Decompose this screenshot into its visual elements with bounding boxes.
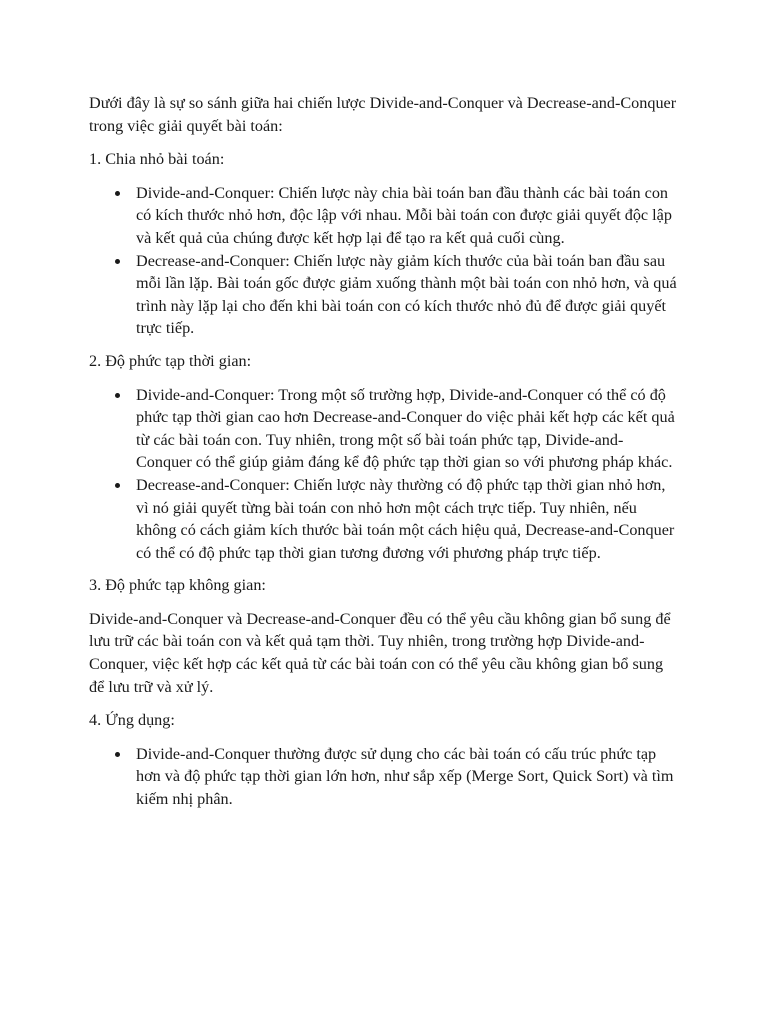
section-3-paragraph: Divide-and-Conquer và Decrease-and-Conquer đều có thể yêu cầu không gian bổ sung để lưu trữ các bài toán con và kết quả tạm thời. Tuy nhiên, trong trường hợp Divide-and-Conquer, việc kết hợp các kết quả từ các bài toán con có thể yêu cầu không gian bổ sung để lưu trữ và xử lý. bbox=[89, 609, 671, 696]
section-heading-1: 1. Chia nhỏ bài toán: bbox=[89, 150, 225, 169]
list-item: Divide-and-Conquer: Trong một số trường hợp, Divide-and-Conquer có thể có độ phức tạp thời gian cao hơn Decrease-and-Conquer do việc phải kết hợp các kết quả từ các bài toán con. Tuy nhiên, trong một số bài toán phức tạp, Divide-and-Conquer có thể giúp giảm đáng kể độ phức tạp thời gian so với phương pháp khác. bbox=[136, 384, 679, 474]
section-heading-3: 3. Độ phức tạp không gian: bbox=[89, 576, 266, 595]
list-item: Divide-and-Conquer: Chiến lược này chia bài toán ban đầu thành các bài toán con có kích thước nhỏ hơn, độc lập với nhau. Mỗi bài toán con được giải quyết độc lập và kết quả của chúng được kết hợp lại để tạo ra kết quả cuối cùng. bbox=[136, 182, 679, 250]
document-page bbox=[89, 92, 679, 821]
intro-paragraph: Dưới đây là sự so sánh giữa hai chiến lược Divide-and-Conquer và Decrease-and-Conquer trong việc giải quyết bài toán: bbox=[89, 94, 677, 135]
section-1-list bbox=[89, 182, 679, 340]
list-item: Decrease-and-Conquer: Chiến lược này thường có độ phức tạp thời gian nhỏ hơn, vì nó giải quyết từng bài toán con nhỏ hơn một cách trực tiếp. Tuy nhiên, nếu không có cách giảm kích thước bài toán một cách hiệu quả, Decrease-and-Conquer có thể có độ phức tạp thời gian tương đương với phương pháp trực tiếp. bbox=[136, 474, 679, 564]
section-heading-2: 2. Độ phức tạp thời gian: bbox=[89, 351, 252, 370]
section-2-list bbox=[89, 384, 679, 565]
list-item: Divide-and-Conquer thường được sử dụng cho các bài toán có cấu trúc phức tạp hơn và độ phức tạp thời gian lớn hơn, như sắp xếp (Merge Sort, Quick Sort) và tìm kiếm nhị phân. bbox=[136, 743, 679, 811]
section-heading-4: 4. Ứng dụng: bbox=[89, 711, 175, 730]
section-4-list bbox=[89, 743, 679, 811]
list-item: Decrease-and-Conquer: Chiến lược này giảm kích thước của bài toán ban đầu sau mỗi lần lặp. Bài toán gốc được giảm xuống thành một bài toán con nhỏ hơn, và quá trình này lặp lại cho đến khi bài toán con có kích thước nhỏ đủ để được giải quyết trực tiếp. bbox=[136, 250, 679, 340]
